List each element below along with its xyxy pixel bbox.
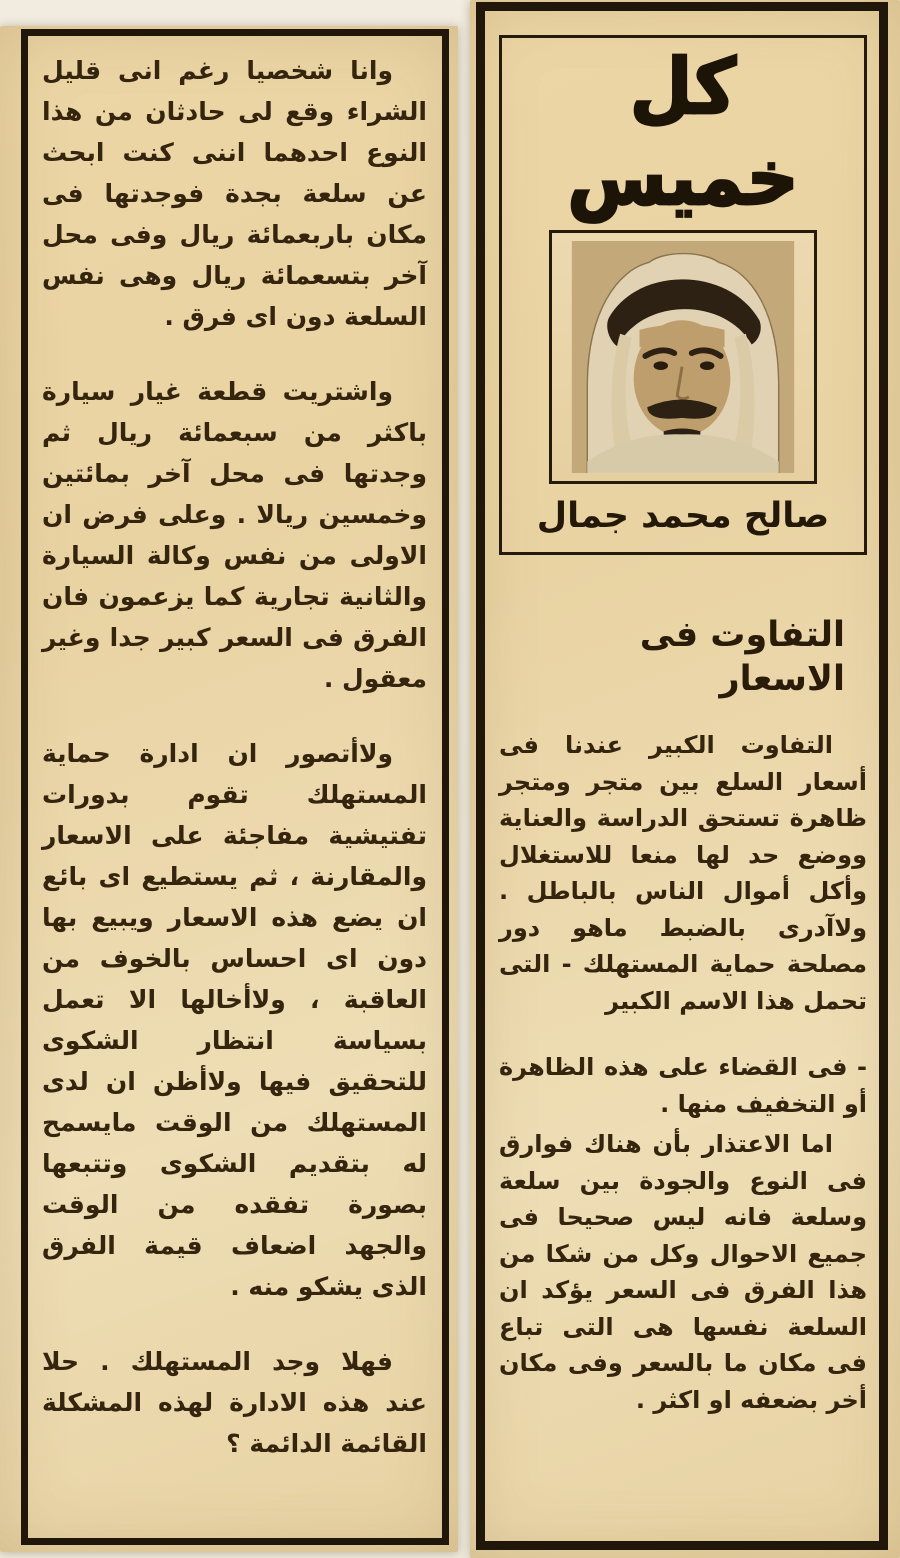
column-header-box (499, 35, 867, 555)
left-article-paragraph-1: وانا شخصيا رغم انى قليل الشراء وقع لى حادثان من هذا النوع احدهما اننى كنت ابحث عن سلعة بجدة فوجدتها فى مكان باربعمائة ريال وفى محل آخر بتسعمائة ريال وهى نفس السلعة دون اى فرق . (42, 56, 427, 331)
left-article-paragraph-4: فهلا وجد المستهلك . حلا عند هذه الادارة لهذه المشكلة القائمة الدائمة ؟ (42, 1347, 427, 1458)
right-article-frame (476, 2, 888, 1550)
author-name: صالح محمد جمال (536, 496, 830, 536)
right-article-paragraph-1: التفاوت الكبير عندنا فى أسعار السلع بين متجر ومتجر ظاهرة تستحق الدراسة والعناية ووضع حد لها منعا للاستغلال وأكل أموال الناس بالباطل . ولاآدرى بالضبط ماهو دور مصلحة حماية المستهلك - التى تحمل هذا الاسم الكبير (499, 731, 867, 1015)
right-article-paragraph-2: - فى القضاء على هذه الظاهرة أو التخفيف منها . (499, 1053, 867, 1118)
left-article-frame (21, 29, 449, 1545)
right-article-paragraph-3: اما الاعتذار بأن هناك فوارق فى النوع والجودة بين سلعة وسلعة فانه ليس صحيحا فى جميع الاحوال وكل من شكا من هذا الفرق فى السعر يؤكد ان السلعة نفسها هى التى تباع فى مكان ما بالسعر وفى مكان أخر بضعفه او اكثر . (499, 1130, 867, 1414)
left-article-paragraph-2: واشتريت قطعة غيار سيارة باكثر من سبعمائة ريال ثم وجدتها فى محل آخر بمائتين وخمسين ريالا . وعلى فرض ان الاولى من نفس وكالة السيارة والثانية تجارية كما يزعمون فان الفرق فى السعر كبير جدا وغير معقول . (42, 377, 427, 693)
right-article-body (499, 727, 867, 1418)
column-masthead-logo: كل خميس (567, 41, 799, 223)
article-headline: التفاوت فى الاسعار (639, 615, 845, 699)
left-article-clipping (0, 26, 458, 1552)
author-portrait-photo (571, 241, 795, 473)
left-article-paragraph-3: ولاأتصور ان ادارة حماية المستهلك تقوم بدورات تفتيشية مفاجئة على الاسعار والمقارنة ، ثم يستطيع اى بائع ان يضع هذه الاسعار ويبيع بها دون اى احساس بالخوف من العاقبة ، ولاأخالها الا تعمل بسياسة انتظار الشكوى للتحقيق فيها ولاأظن ان لدى المستهلك من الوقت مايسمح له بتقديم الشكوى وتتبعها بصورة تفقده من الوقت والجهد اضعاف قيمة الفرق الذى يشكو منه . (42, 739, 427, 1301)
author-photo-frame (549, 230, 817, 484)
right-article-clipping (470, 0, 900, 1558)
